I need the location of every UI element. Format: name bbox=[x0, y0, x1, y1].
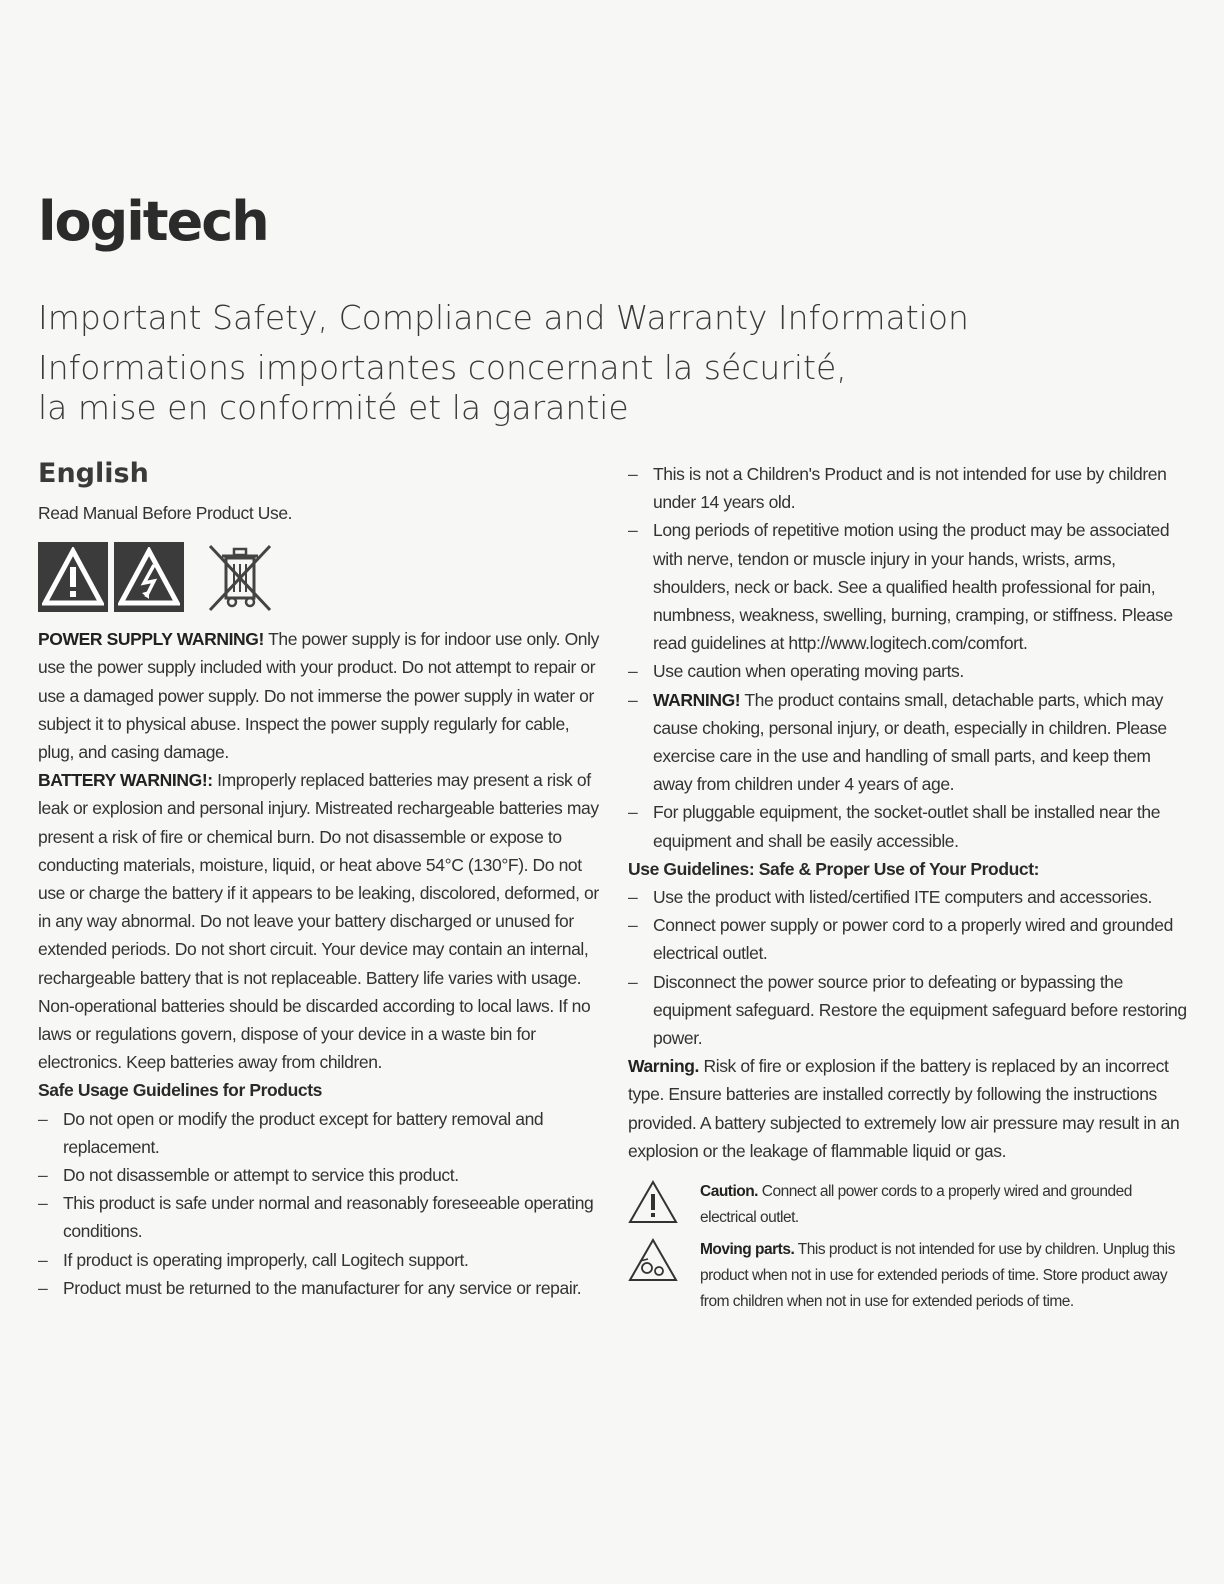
list-item: – Use the product with listed/certified ITE computers and accessories. bbox=[628, 883, 1188, 911]
warning-icon bbox=[38, 542, 108, 612]
use-guidelines-list bbox=[628, 883, 1188, 1052]
read-manual-note: Read Manual Before Product Use. bbox=[38, 503, 293, 523]
battery-type-warning bbox=[628, 1052, 1188, 1165]
left-column bbox=[38, 458, 606, 1302]
document-titles bbox=[38, 298, 1038, 428]
safety-icons-row bbox=[38, 539, 606, 615]
battery-warning-text: Improperly replaced batteries may present a risk of leak or explosion and personal injury. Mistreated rechargeable batteries may present a risk of fire or chemical burn. Do not disassemble or expose to conducting materials, moisture, liquid, or heat above 54°C (130°F). Do not use or charge the battery if it appears to be leaking, discolored, deformed, or in any way abnormal. Do not leave your battery discharged or unused for extended periods. Do not short circuit. Your device may contain an internal, rechargeable battery that is not replaceable. Battery life varies with usage. Non-operational batteries should be discarded according to local laws. If no laws or regulations govern, dispose of your device in a waste bin for electronics. Keep batteries away from children. bbox=[38, 770, 599, 1073]
list-item: – Do not disassemble or attempt to service this product. bbox=[38, 1161, 606, 1189]
use-guidelines-heading: Use Guidelines: Safe & Proper Use of Your Product: bbox=[628, 858, 1040, 879]
list-item: – Use caution when operating moving parts. bbox=[628, 657, 1188, 685]
list-item: – If product is operating improperly, call Logitech support. bbox=[38, 1246, 606, 1274]
moving-parts-text: This product is not intended for use by children. Unplug this product when not in use for extended periods of time. Store product away from children when not in use for extended periods of time. bbox=[700, 1241, 1175, 1311]
title-french-line-2: la mise en conformité et la garantie bbox=[38, 388, 629, 427]
list-item: – Disconnect the power source prior to defeating or bypassing the equipment safeguard. Restore the equipment safeguard before restoring power. bbox=[628, 968, 1188, 1053]
title-english: Important Safety, Compliance and Warranty Information bbox=[38, 298, 969, 337]
power-supply-warning-text: The power supply is for indoor use only. Only use the power supply included with your product. Do not attempt to repair or use a damaged power supply. Do not immerse the power supply in water or subject it to physical abuse. Inspect the power supply regularly for cable, plug, and casing damage. bbox=[38, 629, 599, 763]
safe-usage-list bbox=[38, 1105, 606, 1302]
right-column bbox=[628, 460, 1188, 1315]
moving-parts-label: Moving parts. bbox=[700, 1241, 795, 1259]
list-item bbox=[628, 686, 1188, 799]
battery-warning bbox=[38, 766, 606, 1076]
caution-notice bbox=[628, 1179, 1188, 1231]
small-parts-warning-label: WARNING! bbox=[653, 689, 741, 710]
caution-text-block bbox=[700, 1179, 1188, 1231]
electric-shock-icon bbox=[114, 542, 184, 612]
product-warnings-list bbox=[628, 460, 1188, 855]
power-supply-warning-label: POWER SUPPLY WARNING! bbox=[38, 629, 264, 650]
list-item: – This product is safe under normal and reasonably foreseeable operating conditions. bbox=[38, 1189, 606, 1245]
list-item: – Do not open or modify the product except for battery removal and replacement. bbox=[38, 1105, 606, 1161]
caution-label: Caution. bbox=[700, 1183, 758, 1201]
list-item: – This is not a Children's Product and is not intended for use by children under 14 years old. bbox=[628, 460, 1188, 516]
battery-type-warning-text: Risk of fire or explosion if the battery is replaced by an incorrect type. Ensure batteries are installed correctly by following the instructions provided. A battery subjected to extremely low air pressure may result in an explosion or the leakage of flammable liquid or gas. bbox=[628, 1056, 1180, 1161]
power-supply-warning bbox=[38, 625, 606, 766]
title-french-line-1: Informations importantes concernant la sécurité, bbox=[38, 348, 847, 387]
logitech-logo: logitech bbox=[38, 190, 268, 253]
moving-parts-text-block bbox=[700, 1237, 1188, 1315]
moving-parts-icon bbox=[628, 1237, 686, 1315]
list-item: – Product must be returned to the manufacturer for any service or repair. bbox=[38, 1274, 606, 1302]
small-parts-warning-text: The product contains small, detachable parts, which may cause choking, personal injury, or death, especially in children. Please exercise care in the use and handling of small parts, and keep them away from children under 4 years of age. bbox=[653, 689, 1167, 795]
caution-warning-icon bbox=[628, 1179, 686, 1231]
safe-usage-heading: Safe Usage Guidelines for Products bbox=[38, 1080, 322, 1101]
caution-text: Connect all power cords to a properly wired and grounded electrical outlet. bbox=[700, 1183, 1132, 1227]
language-heading: English bbox=[38, 458, 149, 489]
moving-parts-notice bbox=[628, 1237, 1188, 1315]
list-item: – Connect power supply or power cord to a properly wired and grounded electrical outlet. bbox=[628, 911, 1188, 967]
list-item: – Long periods of repetitive motion using the product may be associated with nerve, tendon or muscle injury in your hands, wrists, arms, shoulders, neck or back. See a qualified health professional for pain, numbness, weakness, swelling, burning, cramping, or stiffness. Please read guidelines at http://www.logitech.com/comfort. bbox=[628, 516, 1188, 657]
battery-warning-label: BATTERY WARNING!: bbox=[38, 770, 213, 791]
weee-crossed-bin-icon bbox=[204, 540, 276, 614]
list-item: – For pluggable equipment, the socket-outlet shall be installed near the equipment and shall be easily accessible. bbox=[628, 798, 1188, 854]
battery-type-warning-label: Warning. bbox=[628, 1056, 700, 1077]
